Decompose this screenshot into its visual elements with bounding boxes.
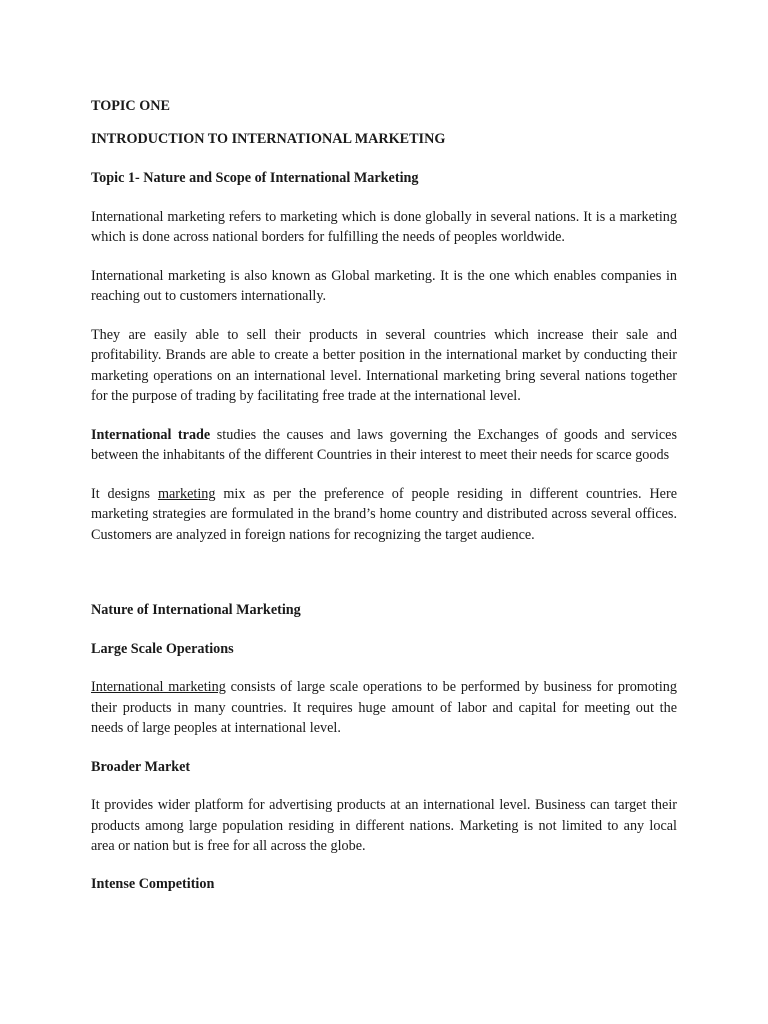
chapter-title: INTRODUCTION TO INTERNATIONAL MARKETING — [91, 130, 446, 147]
international-marketing-link[interactable]: International marketing — [91, 679, 226, 695]
document-page — [91, 96, 677, 894]
paragraph-benefits: They are easily able to sell their products in several countries which increase their sale and profitability. Brands are able to create a better position in the international market by conducting their marketing operations on an international level. International marketing bring several nations together for the purpose of trading by facilitating free trade at the international level. — [91, 326, 677, 404]
paragraph-broader-market: It provides wider platform for advertising products at an international level. Business can target their products among large population residing in different nations. Marketing is not limited to any local area or nation but is free for all across the globe. — [91, 797, 677, 854]
paragraph-definition: International marketing refers to marketing which is done globally in several nations. It is a marketing which is done across national borders for fulfilling the needs of peoples worldwide. — [91, 208, 677, 245]
topic-label: TOPIC ONE — [91, 98, 170, 114]
paragraph-international-trade — [91, 425, 677, 466]
paragraph-marketing-mix — [91, 484, 677, 546]
paragraph-global-marketing: International marketing is also known as Global marketing. It is the one which enables companies in reaching out to customers internationally. — [91, 267, 677, 304]
paragraph-large-scale — [91, 677, 677, 739]
large-scale-heading: Large Scale Operations — [91, 640, 234, 657]
international-trade-term: International trade — [91, 426, 211, 443]
marketing-mix-intro: It designs — [91, 485, 158, 502]
international-trade-text: studies the causes and laws governing the Exchanges of goods and services between the inhabitants of the different Countries in their interest to meet their needs for scarce goods — [91, 426, 677, 463]
nature-heading: Nature of International Marketing — [91, 602, 301, 618]
large-scale-text: consists of large scale operations to be performed by business for promoting their products in many countries. It requires huge amount of labor and capital for meeting out the needs of large peoples at international level. — [91, 679, 677, 736]
intense-competition-heading: Intense Competition — [91, 875, 215, 892]
marketing-link[interactable]: marketing — [157, 485, 216, 502]
section-title: Topic 1- Nature and Scope of International Marketing — [91, 170, 419, 186]
marketing-mix-text: mix as per the preference of people residing in different countries. Here marketing strategies are formulated in the brand’s home country and distributed across several offices. Customers are analyzed in foreign nations for recognizing the target audience. — [91, 485, 678, 543]
broader-market-heading: Broader Market — [91, 758, 191, 775]
